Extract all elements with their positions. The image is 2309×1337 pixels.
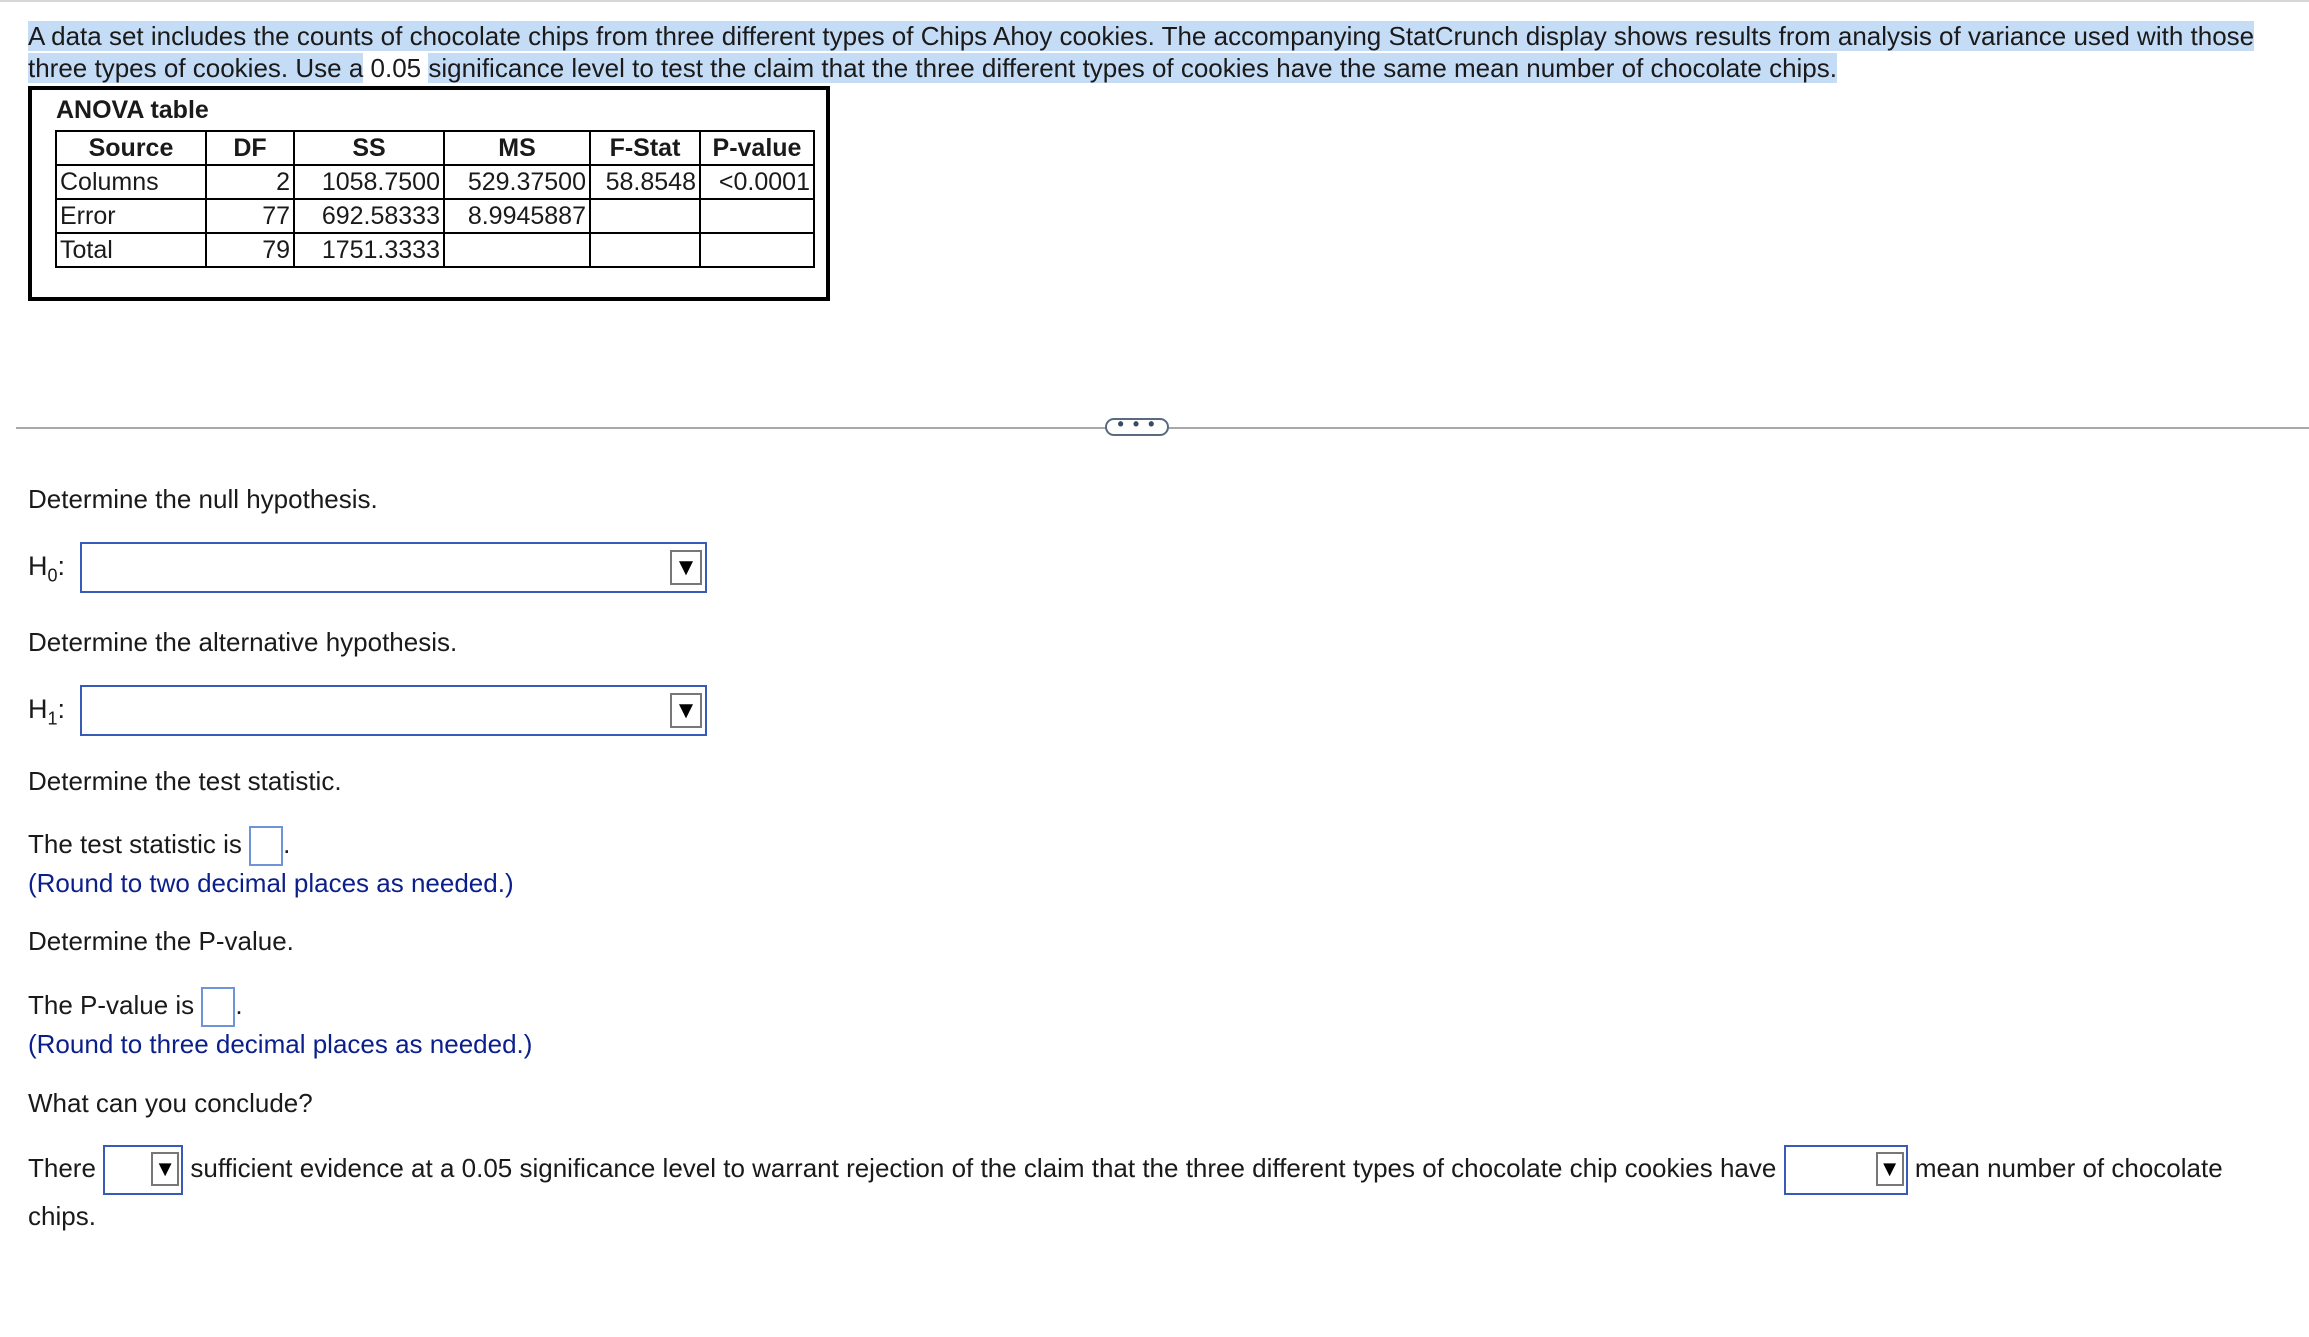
- chevron-down-icon[interactable]: ▼: [670, 693, 702, 728]
- cell-ms: 8.9945887: [444, 199, 590, 233]
- pvalue-hint: (Round to three decimal places as needed.): [28, 1029, 533, 1059]
- period: .: [235, 989, 243, 1020]
- header-ms: MS: [444, 131, 590, 165]
- cell-ss: 1058.7500: [294, 165, 444, 199]
- intro-text-3: significance level to test the claim that the three different types of cookies have the same mean number of chocolate chips.: [428, 53, 1837, 83]
- cell-df: 79: [206, 233, 294, 267]
- pvalue-prompt: Determine the P-value.: [28, 926, 294, 956]
- cell-df: 2: [206, 165, 294, 199]
- conclusion-text-4: chips.: [28, 1201, 96, 1231]
- pvalue-text: The P-value is: [28, 989, 195, 1020]
- header-ss: SS: [294, 131, 444, 165]
- pvalue-line: [28, 987, 243, 1027]
- test-statistic-hint: (Round to two decimal places as needed.): [28, 868, 514, 898]
- alternative-hypothesis-prompt: Determine the alternative hypothesis.: [28, 627, 458, 657]
- cell-source: Error: [56, 199, 206, 233]
- anova-table-panel: [28, 86, 830, 301]
- conclusion-text-2: sufficient evidence at a 0.05 significance level to warrant rejection of the claim that the three different types of chocolate chip cookies have: [190, 1152, 1777, 1183]
- header-df: DF: [206, 131, 294, 165]
- h0-letter: H: [28, 551, 48, 581]
- problem-statement: [28, 20, 2268, 84]
- h1-dropdown[interactable]: [80, 685, 707, 736]
- table-row: [56, 165, 814, 199]
- h1-subscript: 1: [47, 708, 58, 729]
- chevron-down-icon[interactable]: ▼: [151, 1152, 179, 1186]
- evidence-dropdown[interactable]: [103, 1145, 183, 1195]
- test-statistic-text: The test statistic is: [28, 828, 242, 859]
- conclusion-text-1: There: [28, 1152, 96, 1183]
- header-source: Source: [56, 131, 206, 165]
- table-row: [56, 199, 814, 233]
- conclusion-text-3: mean number of chocolate: [1914, 1152, 2223, 1183]
- h0-dropdown[interactable]: [80, 542, 707, 593]
- null-hypothesis-prompt: Determine the null hypothesis.: [28, 484, 378, 514]
- conclusion-sentence: [28, 1145, 2288, 1237]
- h1-label: $H_1$:: [28, 694, 66, 729]
- cell-ss: 1751.3333: [294, 233, 444, 267]
- mean-comparison-dropdown[interactable]: [1784, 1145, 1908, 1195]
- cell-source: Total: [56, 233, 206, 267]
- test-statistic-line: [28, 826, 290, 866]
- h0-label: $H_0$:: [28, 551, 66, 586]
- pvalue-input[interactable]: [201, 987, 235, 1027]
- test-statistic-prompt: Determine the test statistic.: [28, 766, 342, 796]
- cell-source: Columns: [56, 165, 206, 199]
- top-border: [0, 0, 2309, 2]
- cell-ms: 529.37500: [444, 165, 590, 199]
- cell-df: 77: [206, 199, 294, 233]
- anova-header-row: [56, 131, 814, 165]
- cell-fstat: [590, 233, 700, 267]
- intro-text-2: 0.05: [363, 53, 429, 83]
- cell-ms: [444, 233, 590, 267]
- header-pvalue: P-value: [700, 131, 814, 165]
- chevron-down-icon[interactable]: ▼: [1876, 1152, 1904, 1186]
- test-statistic-input[interactable]: [249, 826, 283, 866]
- table-row: [56, 233, 814, 267]
- anova-table: [55, 130, 815, 268]
- cell-fstat: 58.8548: [590, 165, 700, 199]
- conclusion-prompt: What can you conclude?: [28, 1088, 313, 1118]
- anova-table-title: ANOVA table: [56, 96, 209, 124]
- cell-pvalue: <0.0001: [700, 165, 814, 199]
- intro-text-1: A data set includes the counts of chocolate chips from three different types of Chips Ahoy cookies. The accompanying StatCrunch display shows results from analysis of variance used with those three types of cookies. Use a: [28, 21, 2255, 83]
- cell-pvalue: [700, 199, 814, 233]
- period: .: [283, 828, 291, 859]
- header-fstat: F-Stat: [590, 131, 700, 165]
- cell-fstat: [590, 199, 700, 233]
- cell-pvalue: [700, 233, 814, 267]
- cell-ss: 692.58333: [294, 199, 444, 233]
- chevron-down-icon[interactable]: ▼: [670, 550, 702, 585]
- h1-letter: H: [28, 694, 48, 724]
- expand-more-button[interactable]: • • •: [1105, 418, 1169, 436]
- h0-subscript: 0: [47, 565, 58, 586]
